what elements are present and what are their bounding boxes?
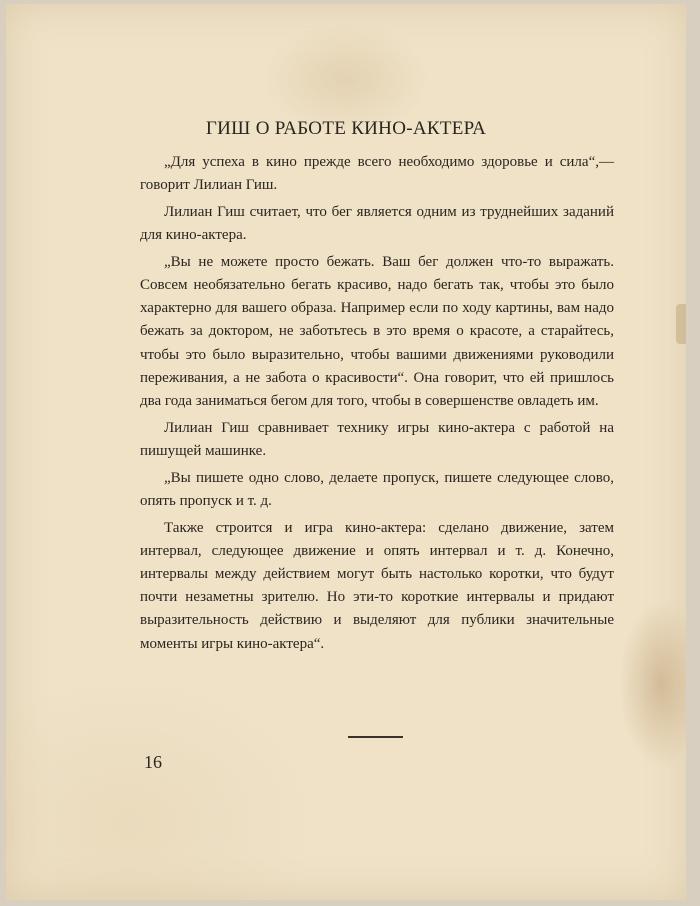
- book-page: [6, 4, 686, 900]
- paragraph-3: „Вы не можете просто бежать. Ваш бег должен что-то выражать. Совсем необязательно бегать красиво, надо бегать так, чтобы это было характерно для вашего образа. Например если по ходу картины, вам надо бежать за доктором, не заботьтесь в это время о красоте, а старайтесь, чтобы это было выразительно, чтобы вашими движениями руководили переживания, а не забота о красивости“. Она говорит, что ей пришлось два года заниматься бегом для того, чтобы в совершенстве овладеть им.: [140, 253, 614, 410]
- paragraph-6: Также строится и игра кино-актера: сделано движение, затем интервал, следующее движение и опять интервал и т. д. Конечно, интервалы между действием могут быть настолько коротки, что будут почти незаметны зрителю. Но эти-то короткие интервалы и придают выразительность действию и выделяют для публики значительные моменты игры кино-актера“.: [140, 519, 614, 652]
- article-body: [140, 151, 614, 659]
- paragraph-2: Лилиан Гиш считает, что бег является одним из труднейших заданий для кино-актера.: [140, 203, 614, 244]
- paragraph-1: „Для успеха в кино прежде всего необходимо здоровье и сила“,—говорит Лилиан Гиш.: [140, 154, 614, 194]
- page-title: ГИШ О РАБОТЕ КИНО-АКТЕРА: [205, 118, 487, 139]
- torn-edge-mark: [676, 304, 686, 344]
- paragraph-4: Лилиан Гиш сравнивает технику игры кино-актера с работой на пишущей машинке.: [140, 419, 614, 459]
- section-end-rule: [348, 736, 403, 738]
- paragraph-5: „Вы пишете одно слово, делаете пропуск, пишете следующее слово, опять пропуск и т. д.: [140, 469, 614, 509]
- page-number: 16: [144, 752, 162, 772]
